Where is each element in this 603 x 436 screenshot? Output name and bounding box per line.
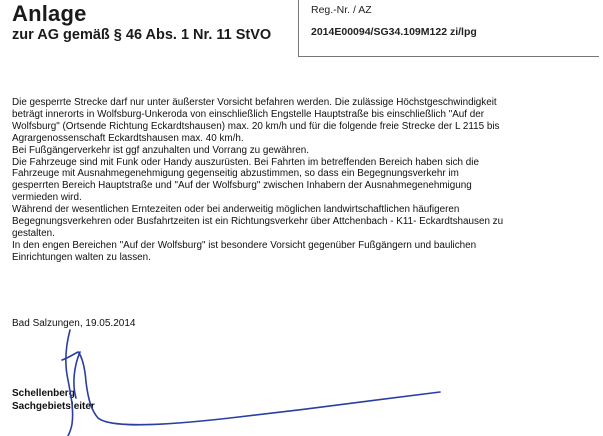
body-line: Wolfsburg" (Ortsende Richtung Eckardtshausen) max. 20 km/h und für die folgende freie Strecke der L 2115 bis <box>12 120 500 132</box>
document-title: Anlage <box>12 1 87 26</box>
body-line: gesperrten Bereich Hauptstraße und "Auf der Wolfsburg" zwischen Inhabern der Ausnahmegenehmigung <box>12 180 472 192</box>
body-line: Die gesperrte Strecke darf nur unter äußerster Vorsicht befahren werden. Die zulässige Höchstgeschwindigkeit <box>12 97 497 108</box>
reference-number: 2014E00094/SG34.109M122 zi/lpg <box>311 26 477 38</box>
body-line: vermieden wird. <box>12 192 82 204</box>
body-line: Einrichtungen walten zu lassen. <box>12 251 151 263</box>
body-line: Fahrzeuge mit Ausnahmegenehmigung gegenseitig abzustimmen, so dass ein Begegnungsverkehr im <box>12 168 459 180</box>
signer-block <box>12 387 95 413</box>
reference-box <box>298 0 599 57</box>
reference-label: Reg.-Nr. / AZ <box>311 4 372 16</box>
body-line: gestalten. <box>12 227 55 239</box>
signer-name: Schellenberg <box>12 388 75 399</box>
document-subtitle: zur AG gemäß § 46 Abs. 1 Nr. 11 StVO <box>12 27 272 43</box>
signature-stroke <box>62 330 440 436</box>
body-line: Die Fahrzeuge sind mit Funk oder Handy auszurüsten. Bei Fahrten im betreffenden Bereich haben sich die <box>12 156 479 168</box>
body-line: In den engen Bereichen "Auf der Wolfsburg" ist besondere Vorsicht gegenüber Fußgängern und baulichen <box>12 239 477 251</box>
body-line: Während der wesentlichen Erntezeiten oder bei anderweitig möglichen landwirtschaftlichen häufigeren <box>12 204 460 216</box>
body-text <box>12 97 587 264</box>
body-line: Begegnungsverkehren oder Busfahrtzeiten ist ein Richtungsverkehr über Attchenbach - K11- Eckardtshausen zu <box>12 216 504 228</box>
place-date: Bad Salzungen, 19.05.2014 <box>12 318 136 329</box>
body-line: Agrargenossenschaft Eckardtshausen max. 40 km/h. <box>12 132 244 144</box>
signer-title: Sachgebietsleiter <box>12 401 95 412</box>
body-line: beträgt innerorts in Wolfsburg-Unkeroda von einschließlich Engstelle Hauptstraße bis einschließlich "Auf der <box>12 108 485 120</box>
body-line: Bei Fußgängerverkehr ist ggf anzuhalten und Vorrang zu gewähren. <box>12 144 309 156</box>
